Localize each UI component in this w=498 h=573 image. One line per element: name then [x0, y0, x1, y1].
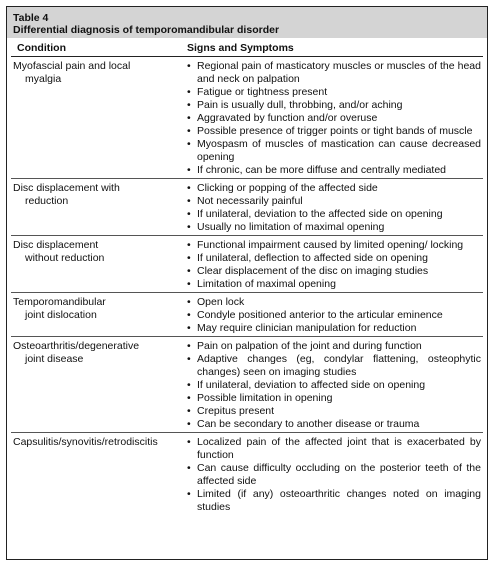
sign-item: • If unilateral, deviation to affected side on opening — [185, 379, 481, 392]
signs-list — [185, 60, 481, 177]
sign-item: • Adaptive changes (eg, condylar flattening, osteophytic changes) seen on imaging studies — [185, 353, 481, 379]
sign-item: • Can be secondary to another disease or trauma — [185, 418, 481, 431]
sign-item: • Possible presence of trigger points or tight bands of muscle — [185, 125, 481, 138]
condition-name-line1: Disc displacement with — [13, 182, 120, 194]
table-row — [11, 179, 483, 236]
condition-cell — [13, 60, 185, 177]
column-header-condition: Condition — [17, 42, 66, 54]
column-headers — [11, 38, 483, 57]
sign-item: • Regional pain of masticatory muscles or muscles of the head and neck on palpation — [185, 60, 481, 86]
sign-item: • Functional impairment caused by limited opening/ locking — [185, 239, 481, 252]
sign-item: • Aggravated by function and/or overuse — [185, 112, 481, 125]
condition-name-line2: without reduction — [25, 252, 105, 264]
sign-item: • Condyle positioned anterior to the articular eminence — [185, 309, 481, 322]
table-title: Differential diagnosis of temporomandibular disorder — [13, 24, 280, 36]
signs-list — [185, 182, 481, 234]
condition-name-line2: myalgia — [25, 73, 62, 85]
condition-cell — [13, 296, 185, 335]
table-row — [11, 433, 483, 515]
condition-cell — [13, 182, 185, 234]
table-row — [11, 337, 483, 433]
column-header-signs: Signs and Symptoms — [187, 42, 294, 54]
sign-item: • Usually no limitation of maximal opening — [185, 221, 481, 234]
sign-item: • Not necessarily painful — [185, 195, 481, 208]
diagnosis-table — [6, 6, 488, 560]
condition-name-line2: joint dislocation — [25, 309, 97, 321]
signs-list — [185, 296, 481, 335]
sign-item: • Crepitus present — [185, 405, 481, 418]
sign-item: • Limitation of maximal opening — [185, 278, 481, 291]
signs-list — [185, 436, 481, 514]
condition-name-line1: Myofascial pain and local — [13, 60, 131, 72]
sign-item: • Can cause difficulty occluding on the posterior teeth of the affected side — [185, 462, 481, 488]
table-body — [7, 57, 487, 515]
condition-cell — [13, 436, 185, 514]
sign-item: • Possible limitation in opening — [185, 392, 481, 405]
sign-item: • If unilateral, deviation to the affected side on opening — [185, 208, 481, 221]
sign-item: • Localized pain of the affected joint that is exacerbated by function — [185, 436, 481, 462]
table-row — [11, 236, 483, 293]
sign-item: • Open lock — [185, 296, 481, 309]
sign-item: • Pain on palpation of the joint and during function — [185, 340, 481, 353]
sign-item: • May require clinician manipulation for reduction — [185, 322, 481, 335]
sign-item: • Fatigue or tightness present — [185, 86, 481, 99]
condition-cell — [13, 239, 185, 291]
sign-item: • Clear displacement of the disc on imaging studies — [185, 265, 481, 278]
condition-name-line1: Osteoarthritis/degenerative — [13, 340, 140, 352]
sign-item: • Pain is usually dull, throbbing, and/or aching — [185, 99, 481, 112]
sign-item: • If unilateral, deflection to affected side on opening — [185, 252, 481, 265]
table-row — [11, 293, 483, 337]
signs-list — [185, 340, 481, 431]
table-label: Table 4 — [13, 12, 49, 24]
sign-item: • If chronic, can be more diffuse and centrally mediated — [185, 164, 481, 177]
condition-name-line2: reduction — [25, 195, 69, 207]
condition-name-line1: Capsulitis/synovitis/retrodiscitis — [13, 436, 158, 448]
condition-name-line2: joint disease — [25, 353, 84, 365]
condition-name-line1: Temporomandibular — [13, 296, 106, 308]
condition-cell — [13, 340, 185, 431]
condition-name-line1: Disc displacement — [13, 239, 99, 251]
sign-item: • Myospasm of muscles of mastication can cause decreased opening — [185, 138, 481, 164]
signs-list — [185, 239, 481, 291]
table-row — [11, 57, 483, 179]
sign-item: • Limited (if any) osteoarthritic changes noted on imaging studies — [185, 488, 481, 514]
table-header-band — [7, 7, 487, 38]
sign-item: • Clicking or popping of the affected side — [185, 182, 481, 195]
